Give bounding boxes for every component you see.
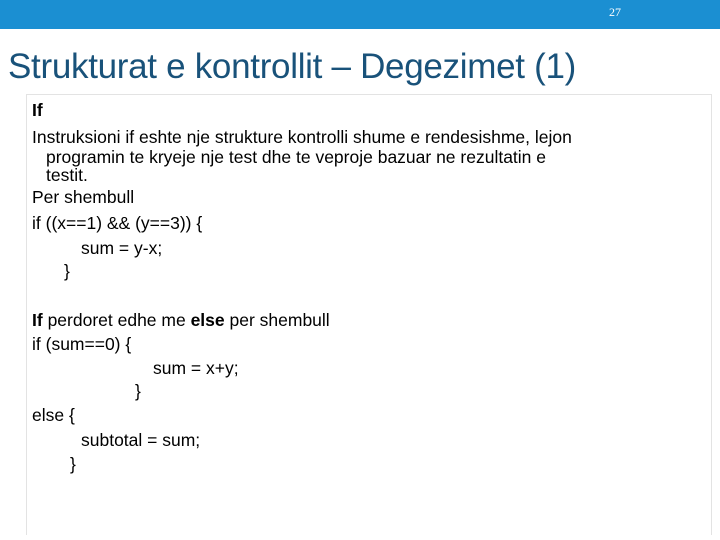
else-intro	[32, 310, 330, 330]
slide-number: 27	[609, 5, 621, 19]
code1-line-1: if ((x==1) && (y==3)) {	[32, 213, 203, 233]
code2-line-3: }	[135, 381, 141, 401]
code1-line-2: sum = y-x;	[81, 238, 163, 258]
code2-line-5: subtotal = sum;	[81, 430, 201, 450]
top-bar	[0, 0, 720, 29]
else-intro-middle: perdoret edhe me	[42, 310, 191, 330]
intro-line-3: testit.	[46, 165, 88, 185]
intro-line-2: programin te kryeje nje test dhe te veproje bazuar ne rezultatin e	[46, 147, 547, 167]
code1-line-3: }	[64, 261, 70, 281]
code2-line-1: if (sum==0) {	[32, 334, 132, 354]
heading-if: If	[32, 100, 43, 120]
code2-line-4: else {	[32, 405, 75, 425]
slide-title: Strukturat e kontrollit – Degezimet (1)	[8, 47, 576, 86]
example-label: Per shembull	[32, 187, 135, 207]
else-intro-keyword-if: If	[32, 310, 43, 330]
code2-line-6: }	[70, 454, 76, 474]
else-intro-keyword-else: else	[190, 310, 225, 330]
intro-line-1: Instruksioni if eshte nje strukture kontrolli shume e rendesishme, lejon	[32, 127, 572, 147]
else-intro-end: per shembull	[224, 310, 330, 330]
code2-line-2: sum = x+y;	[153, 358, 239, 378]
